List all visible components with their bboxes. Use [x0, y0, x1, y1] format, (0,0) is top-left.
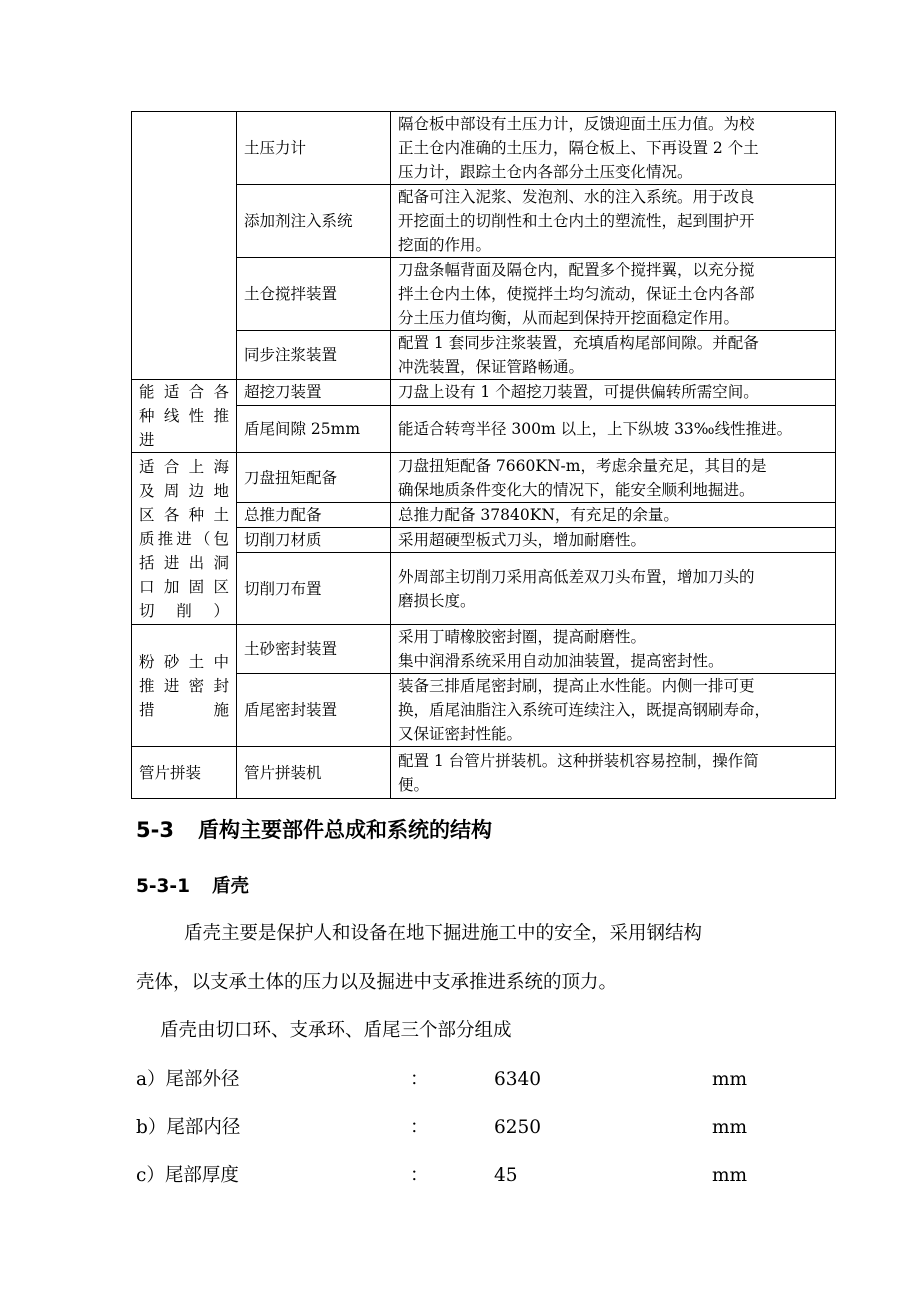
- composition-line: 盾壳由切口环、支承环、盾尾三个部分组成: [160, 1020, 512, 1041]
- spec-value: 6340: [494, 1069, 542, 1090]
- spec-unit: mm: [712, 1165, 748, 1186]
- subsection-heading: [136, 872, 249, 898]
- description-cell: 配置 1 套同步注浆装置，充填盾构尾部间隙。并配备 冲洗装置，保证管路畅通。: [391, 331, 836, 380]
- category-cell: 适合上海 及周边地 区各种土 质推进（包 括进出洞 口加固区 切削）: [132, 453, 237, 625]
- description-cell: 采用超硬型板式刀头，增加耐磨性。: [391, 528, 836, 553]
- paragraph-line: 盾壳主要是保护人和设备在地下掘进施工中的安全，采用钢结构: [184, 923, 703, 944]
- spec-label: b）尾部内径: [136, 1117, 241, 1138]
- spec-unit: mm: [712, 1117, 748, 1138]
- category-cell: 管片拼装: [132, 747, 237, 799]
- description-cell: 采用丁晴橡胶密封圈，提高耐磨性。 集中润滑系统采用自动加油装置，提高密封性。: [391, 625, 836, 674]
- description-cell: 刀盘扭矩配备 7660KN-m，考虑余量充足，其目的是 确保地质条件变化大的情况下，能安全顺利地掘进。: [391, 453, 836, 503]
- table-row: [132, 674, 836, 747]
- table-row: [132, 625, 836, 674]
- subsection-number: 5-3-1: [136, 876, 190, 897]
- spec-row: [136, 1115, 776, 1141]
- description-cell: 隔仓板中部设有土压力计，反馈迎面土压力值。为校 正土仓内准确的土压力，隔仓板上、下再设置 2 个土 压力计，跟踪土仓内各部分土压变化情况。: [391, 112, 836, 185]
- component-cell: 管片拼装机: [237, 747, 391, 799]
- table-row: [132, 453, 836, 503]
- category-cell: 粉砂土中 推进密封 措施: [132, 625, 237, 747]
- component-cell: 同步注浆装置: [237, 331, 391, 380]
- section-number: 5-3: [136, 818, 174, 842]
- spec-colon: ：: [410, 1117, 429, 1138]
- spec-colon: ：: [410, 1165, 429, 1186]
- table-row: [132, 112, 836, 185]
- table-row: [132, 503, 836, 528]
- component-cell: 土压力计: [237, 112, 391, 185]
- table-row: [132, 258, 836, 331]
- section-title: 盾构主要部件总成和系统的结构: [198, 818, 492, 842]
- component-cell: 切削刀布置: [237, 553, 391, 625]
- spec-label: c）尾部厚度: [136, 1165, 239, 1186]
- component-cell: 切削刀材质: [237, 528, 391, 553]
- description-cell: 刀盘上设有 1 个超挖刀装置，可提供偏转所需空间。: [391, 380, 836, 406]
- description-cell: 配备可注入泥浆、发泡剂、水的注入系统。用于改良 开挖面土的切削性和土仓内土的塑流性，起到围护开 挖面的作用。: [391, 185, 836, 258]
- table-row: [132, 553, 836, 625]
- description-cell: 配置 1 台管片拼装机。这种拼装机容易控制，操作简 便。: [391, 747, 836, 799]
- component-cell: 超挖刀装置: [237, 380, 391, 406]
- description-cell: 装备三排盾尾密封刷，提高止水性能。内侧一排可更 换，盾尾油脂注入系统可连续注入，既提高钢刷寿命， 又保证密封性能。: [391, 674, 836, 747]
- description-cell: 刀盘条幅背面及隔仓内，配置多个搅拌翼，以充分搅 拌土仓内土体，使搅拌土均匀流动，保证土仓内各部 分土压力值均衡，从而起到保持开挖面稳定作用。: [391, 258, 836, 331]
- subsection-title: 盾壳: [212, 876, 250, 897]
- paragraph-line: 壳体，以支承土体的压力以及掘进中支承推进系统的顶力。: [136, 972, 618, 993]
- table-row: [132, 380, 836, 406]
- table-row: [132, 331, 836, 380]
- component-cell: 总推力配备: [237, 503, 391, 528]
- table-row: [132, 405, 836, 452]
- spec-value: 6250: [494, 1117, 542, 1138]
- spec-row: [136, 1163, 776, 1189]
- category-cell: 能适合各 种线性推 进: [132, 380, 237, 453]
- component-cell: 刀盘扭矩配备: [237, 453, 391, 503]
- shield-spec-table: [131, 111, 836, 799]
- description-cell: 外周部主切削刀采用高低差双刀头布置，增加刀头的 磨损长度。: [391, 553, 836, 625]
- component-cell: 盾尾间隙 25mm: [237, 405, 391, 452]
- description-cell: 总推力配备 37840KN，有充足的余量。: [391, 503, 836, 528]
- component-cell: 土仓搅拌装置: [237, 258, 391, 331]
- table-row: [132, 528, 836, 553]
- component-cell: 添加剂注入系统: [237, 185, 391, 258]
- component-cell: 盾尾密封装置: [237, 674, 391, 747]
- section-heading: [136, 814, 492, 844]
- spec-colon: ：: [410, 1069, 429, 1090]
- category-cell: [132, 112, 237, 380]
- table-row: [132, 185, 836, 258]
- spec-label: a）尾部外径: [136, 1069, 240, 1090]
- table-row: [132, 747, 836, 799]
- spec-unit: mm: [712, 1069, 748, 1090]
- spec-row: [136, 1067, 776, 1093]
- spec-value: 45: [494, 1165, 518, 1186]
- description-cell: 能适合转弯半径 300m 以上，上下纵坡 33‰线性推进。: [391, 405, 836, 452]
- component-cell: 土砂密封装置: [237, 625, 391, 674]
